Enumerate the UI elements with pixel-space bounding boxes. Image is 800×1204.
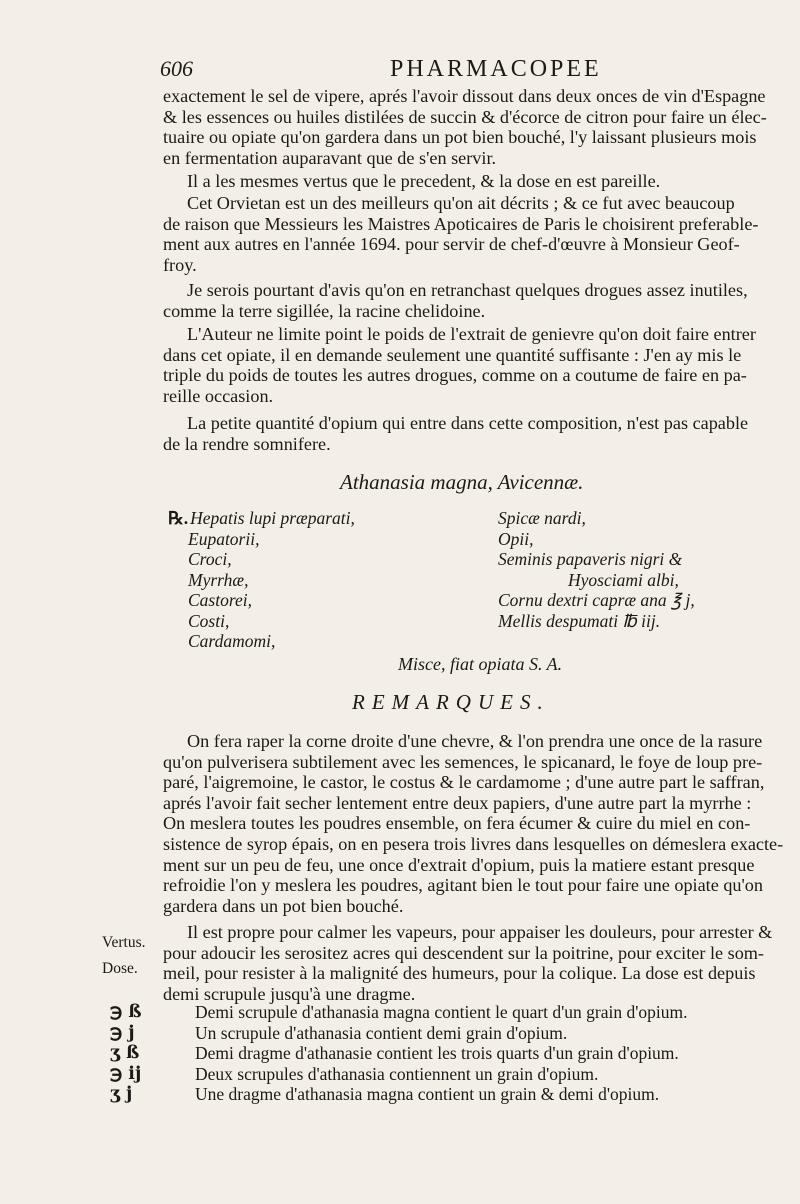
text-line: meil, pour resister à la malignité des humeurs, pour la colique. La dose est depuis	[163, 963, 756, 984]
text-line: gardera dans un pot bien bouché.	[163, 895, 404, 916]
ingredient: Croci,	[188, 549, 232, 569]
dose-symbol: ℈ ß	[110, 1002, 142, 1022]
text-line: qu'on pulverisera subtilement avec les semences, le spicanard, le foye de loup pre-	[163, 751, 763, 772]
text-line: Il a les mesmes vertus que le precedent, & la dose en est pareille.	[187, 171, 661, 191]
vertus-paragraph	[163, 171, 783, 192]
ingredient: Cardamomi,	[188, 631, 276, 651]
dose-symbol: ʒ ß	[110, 1043, 140, 1064]
page-number: 606	[160, 56, 193, 81]
retranchast-paragraph	[163, 280, 783, 321]
ingredient: Mellis despumati ℔ iij.	[498, 610, 661, 631]
ingredient: Cornu dextri capræ ana ℥ j,	[498, 590, 695, 610]
recipe-symbol: ℞.	[168, 508, 189, 528]
ingredient: Eupatorii,	[188, 528, 260, 549]
ingredient: Opii,	[498, 528, 534, 549]
running-title: PHARMACOPEE	[390, 56, 602, 82]
ingredient-label: Hepatis lupi præparati,	[190, 508, 355, 528]
dose-text: Demi scrupule d'athanasia magna contient le quart d'un grain d'opium.	[195, 1002, 688, 1022]
text-line: Il est propre pour calmer les vapeurs, pour appaiser les douleurs, pour arrester &	[187, 922, 773, 942]
text-line: tuaire ou opiate qu'on gardera dans un pot bien bouché, l'y laissant plusieurs mois	[163, 127, 757, 148]
ingredient: Castorei,	[188, 590, 253, 610]
dose-text: Un scrupule d'athanasia contient demi grain d'opium.	[195, 1022, 568, 1043]
dose-row	[110, 1023, 770, 1044]
ingredient: Seminis papaveris nigri &	[498, 549, 683, 569]
text-line: refroidie l'on y meslera les poudres, agitant bien le tout pour faire une opiate qu'on	[163, 875, 763, 896]
text-line: froy.	[163, 254, 197, 275]
ingredient: Spicæ nardi,	[498, 508, 586, 528]
text-line: comme la terre sigillée, la racine chelidoine.	[163, 300, 486, 321]
text-line: ment sur un peu de feu, une once d'extrait d'opium, puis la matiere estant presque	[163, 854, 755, 875]
margin-note-vertus: Vertus.	[102, 934, 146, 951]
margin-note-dose: Dose.	[102, 960, 138, 977]
text-line: On meslera toutes les poudres ensemble, on fera écumer & cuire du miel en con-	[163, 813, 751, 834]
text-line: ment aux autres en l'année 1694. pour servir de chef-d'œuvre à Monsieur Geof-	[163, 234, 740, 255]
text-line: pour adoucir les serositez acres qui descendent sur la poitrine, pour exciter le som-	[163, 942, 764, 963]
text-line: aprés l'avoir fait secher lentement entre deux papiers, d'une autre part la myrrhe :	[163, 792, 752, 813]
text-line: & les essences ou huiles distilées de succin & d'écorce de citron pour faire un élec-	[163, 106, 767, 127]
text-line: de raison que Messieurs les Maistres Apoticaires de Paris le choisirent preferable-	[163, 213, 759, 234]
text-line: Cet Orvietan est un des meilleurs qu'on ait décrits ; & ce fut avec beaucoup	[187, 193, 735, 213]
text-line: Je serois pourtant d'avis qu'on en retranchast quelques drogues assez inutiles,	[187, 280, 748, 300]
dose-symbol: ℈ ij	[110, 1063, 142, 1084]
dose-symbol: ℈ j	[110, 1022, 135, 1043]
remarques-heading: REMARQUES.	[352, 690, 550, 714]
dose-row	[110, 1064, 770, 1085]
dose-row	[110, 1002, 770, 1023]
text-line: On fera raper la corne droite d'une chevre, & l'on prendra une once de la rasure	[187, 731, 763, 751]
text-line: demi scrupule jusqu'à une dragme.	[163, 983, 416, 1004]
recipe-ingredients	[168, 508, 728, 658]
text-line: paré, l'aigremoine, le castor, le costus & le cardamome ; d'une autre part le saffran,	[163, 772, 765, 793]
intro-paragraph	[163, 86, 783, 168]
auteur-paragraph	[163, 324, 783, 406]
dose-text: Demi dragme d'athanasie contient les trois quarts d'un grain d'opium.	[195, 1043, 679, 1064]
ingredient: Myrrhæ,	[188, 569, 249, 590]
vertus-dose-paragraph	[163, 922, 783, 1004]
text-line: La petite quantité d'opium qui entre dans cette composition, n'est pas capable	[187, 413, 749, 433]
text-line: exactement le sel de vipere, aprés l'avoir dissout dans deux onces de vin d'Espagne	[163, 86, 766, 106]
preparation-paragraph	[163, 731, 783, 916]
text-line: dans cet opiate, il en demande seulement une quantité suffisante : J'en ay mis le	[163, 344, 742, 365]
dose-text: Deux scrupules d'athanasia contiennent un grain d'opium.	[195, 1063, 599, 1084]
orvietan-paragraph	[163, 193, 783, 275]
ingredients-right-column	[498, 508, 758, 631]
ingredient	[168, 508, 468, 529]
ingredient: Costi,	[188, 610, 230, 631]
page-header	[160, 56, 780, 86]
text-line: triple du poids de toutes les autres drogues, comme on a coutume de faire en pa-	[163, 365, 747, 386]
opium-paragraph	[163, 413, 783, 454]
recipe-title: Athanasia magna, Avicennæ.	[340, 470, 584, 494]
dose-text: Une dragme d'athanasia magna contient un grain & demi d'opium.	[195, 1084, 660, 1105]
ingredients-left-column	[168, 508, 468, 652]
text-line: de la rendre somnifere.	[163, 433, 331, 454]
dose-table	[110, 1002, 770, 1105]
text-line: reille occasion.	[163, 385, 274, 406]
text-line: sistence de syrop épais, on en pesera trois livres dans lesquelles on démeslera exacte-	[163, 833, 783, 854]
misce-instruction: Misce, fiat opiata S. A.	[398, 654, 563, 674]
dose-symbol: ʒ j	[110, 1084, 133, 1105]
ingredient: Hyosciami albi,	[568, 569, 679, 590]
text-line: en fermentation auparavant que de s'en servir.	[163, 147, 497, 168]
dose-row	[110, 1084, 770, 1105]
dose-row	[110, 1043, 770, 1064]
text-line: L'Auteur ne limite point le poids de l'extrait de genievre qu'on doit faire entrer	[187, 324, 756, 344]
